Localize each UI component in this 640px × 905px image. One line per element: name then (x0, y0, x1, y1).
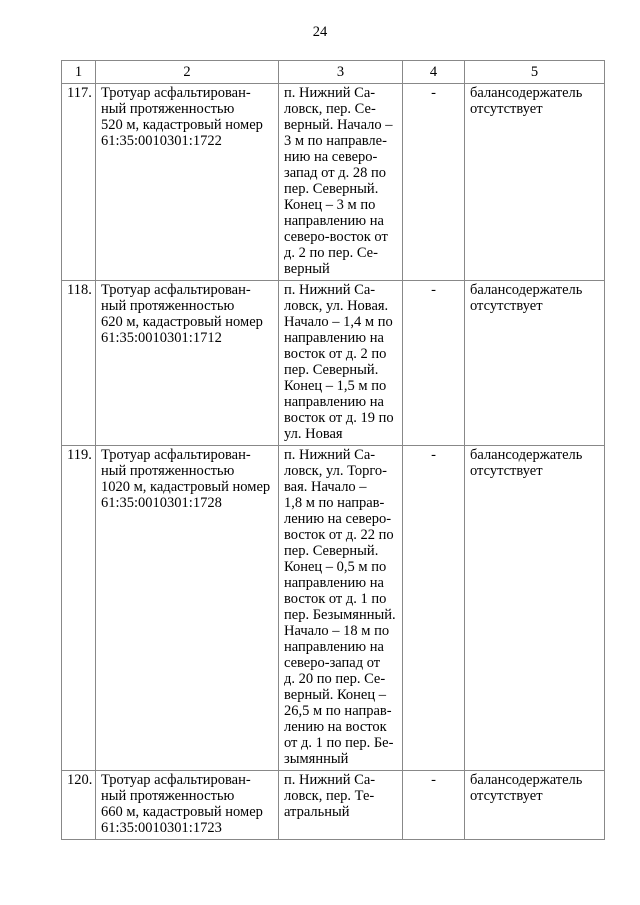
object-description-line: 61:35:0010301:1723 (101, 820, 222, 836)
object-description-cell (96, 84, 279, 281)
location-line: п. Нижний Са- (284, 447, 376, 463)
object-description-line: 61:35:0010301:1728 (101, 495, 222, 511)
object-description-line: ный протяженностью (101, 463, 235, 479)
row-number-cell: 117. (62, 84, 96, 281)
location-line: запад от д. 28 по (284, 165, 386, 181)
location-line: вая. Начало – (284, 479, 367, 495)
location-line: лению на северо- (284, 511, 392, 527)
object-description-line: ный протяженностью (101, 298, 235, 314)
object-description-line: Тротуар асфальтирован- (101, 772, 251, 788)
object-description-line: Тротуар асфальтирован- (101, 447, 251, 463)
holder-cell (465, 446, 605, 771)
object-description-line: 61:35:0010301:1712 (101, 330, 222, 346)
holder-line: балансодержатель (470, 282, 583, 298)
location-line: д. 2 по пер. Се- (284, 245, 378, 261)
location-line: п. Нижний Са- (284, 772, 376, 788)
location-line: северо-восток от (284, 229, 388, 245)
location-line: пер. Безымянный. (284, 607, 396, 623)
column-4-cell: - (403, 84, 465, 281)
holder-line: балансодержатель (470, 85, 583, 101)
location-line: верный. Начало – (284, 117, 393, 133)
page-number: 24 (312, 24, 328, 40)
object-description-cell (96, 446, 279, 771)
location-cell (279, 281, 403, 446)
location-line: Начало – 1,4 м по (284, 314, 393, 330)
location-line: пер. Северный. (284, 181, 379, 197)
row-number-cell: 119. (62, 446, 96, 771)
row-number-cell: 120. (62, 771, 96, 840)
location-line: пер. Северный. (284, 543, 379, 559)
location-line: Начало – 18 м по (284, 623, 390, 639)
location-line: зымянный (284, 751, 349, 767)
location-line: атральный (284, 804, 350, 820)
object-description-line: 61:35:0010301:1722 (101, 133, 222, 149)
object-description-cell (96, 281, 279, 446)
row-number-cell: 118. (62, 281, 96, 446)
object-description-line: Тротуар асфальтирован- (101, 282, 251, 298)
table-row (62, 446, 605, 771)
location-line: ловск, пер. Те- (284, 788, 375, 804)
location-line: восток от д. 19 по (284, 410, 394, 426)
holder-line: отсутствует (470, 101, 543, 117)
location-line: направлению на (284, 330, 384, 346)
location-line: восток от д. 1 по (284, 591, 387, 607)
location-line: направлению на (284, 213, 384, 229)
registry-table (61, 60, 605, 840)
location-line: п. Нижний Са- (284, 282, 376, 298)
table-row (62, 281, 605, 446)
location-line: верный (284, 261, 330, 277)
holder-line: отсутствует (470, 788, 543, 804)
location-line: нию на северо- (284, 149, 378, 165)
object-description-line: 660 м, кадастровый номер (101, 804, 263, 820)
location-line: 3 м по направле- (284, 133, 387, 149)
location-line: верный. Конец – (284, 687, 386, 703)
table-body (62, 84, 605, 840)
location-line: п. Нижний Са- (284, 85, 376, 101)
holder-cell (465, 771, 605, 840)
location-line: направлению на (284, 394, 384, 410)
location-line: 26,5 м по направ- (284, 703, 392, 719)
column-header-3: 3 (279, 61, 403, 84)
column-4-cell: - (403, 446, 465, 771)
object-description-cell (96, 771, 279, 840)
object-description-line: 620 м, кадастровый номер (101, 314, 263, 330)
location-line: от д. 1 по пер. Бе- (284, 735, 394, 751)
table-row (62, 771, 605, 840)
location-cell (279, 446, 403, 771)
location-line: Конец – 3 м по (284, 197, 376, 213)
column-4-cell: - (403, 771, 465, 840)
location-line: д. 20 по пер. Се- (284, 671, 386, 687)
location-line: 1,8 м по направ- (284, 495, 385, 511)
holder-cell (465, 281, 605, 446)
location-line: северо-запад от (284, 655, 381, 671)
object-description-line: 520 м, кадастровый номер (101, 117, 263, 133)
column-header-4: 4 (403, 61, 465, 84)
object-description-line: Тротуар асфальтирован- (101, 85, 251, 101)
column-header-5: 5 (465, 61, 605, 84)
location-cell (279, 84, 403, 281)
column-header-2: 2 (96, 61, 279, 84)
holder-cell (465, 84, 605, 281)
location-line: ловск, ул. Новая. (284, 298, 389, 314)
location-line: ул. Новая (284, 426, 343, 442)
location-line: пер. Северный. (284, 362, 379, 378)
location-line: восток от д. 2 по (284, 346, 387, 362)
location-line: ловск, ул. Торго- (284, 463, 388, 479)
object-description-line: ный протяженностью (101, 788, 235, 804)
column-4-cell: - (403, 281, 465, 446)
holder-line: балансодержатель (470, 772, 583, 788)
location-cell (279, 771, 403, 840)
object-description-line: ный протяженностью (101, 101, 235, 117)
location-line: направлению на (284, 575, 384, 591)
column-header-1: 1 (62, 61, 96, 84)
table-header (62, 61, 605, 84)
location-line: Конец – 1,5 м по (284, 378, 387, 394)
location-line: лению на восток (284, 719, 387, 735)
holder-line: отсутствует (470, 298, 543, 314)
location-line: ловск, пер. Се- (284, 101, 376, 117)
location-line: восток от д. 22 по (284, 527, 394, 543)
holder-line: отсутствует (470, 463, 543, 479)
location-line: направлению на (284, 639, 384, 655)
location-line: Конец – 0,5 м по (284, 559, 387, 575)
table-row (62, 84, 605, 281)
object-description-line: 1020 м, кадастровый номер (101, 479, 271, 495)
holder-line: балансодержатель (470, 447, 583, 463)
